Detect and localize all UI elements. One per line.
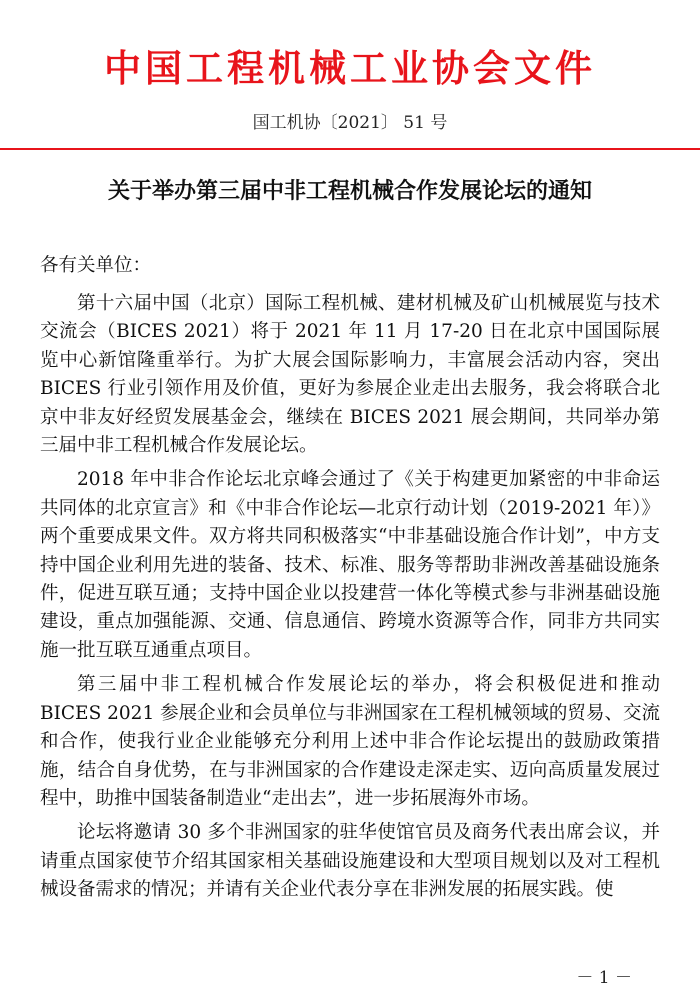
red-divider-line (0, 148, 700, 150)
notice-title: 关于举办第三届中非工程机械合作发展论坛的通知 (107, 179, 592, 204)
body-text (40, 290, 660, 911)
document-masthead: 中国工程机械工业协会文件 (104, 47, 596, 90)
salutation: 各有关单位： (40, 255, 152, 276)
paragraph: 第十六届中国（北京）国际工程机械、建材机械及矿山机械展览与技术交流会（BICES 2021）将于 2021 年 11 月 17-20 日在北京中国国际展览中心新馆隆重举行。为扩大展会国际影响力，丰富展会活动内容，突出 BICES 行业引领作用及价值，更好为参展企业走出去服务，我会将联合北京中非友好经贸发展基金会，继续在 BICES 2021 展会期间，共同举办第三届中非工程机械合作发展论坛。 (40, 293, 660, 457)
page-number: － 1 － (576, 968, 632, 988)
document-number: 国工机协〔2021〕 51 号 (252, 113, 448, 133)
paragraph: 2018 年中非合作论坛北京峰会通过了《关于构建更加紧密的中非命运共同体的北京宣言》和《中非合作论坛—北京行动计划（2019-2021 年）》两个重要成果文件。双方将共同积极落实“中非基础设施合作计划”，中方支持中国企业利用先进的装备、技术、标准、服务等帮助非洲改善基础设施条件，促进互联互通；支持中国企业以投建营一体化等模式参与非洲基础设施建设，重点加强能源、交通、信息通信、跨境水资源等合作，同非方共同实施一批互联互通重点项目。 (40, 469, 660, 661)
paragraph: 第三届中非工程机械合作发展论坛的举办，将会积极促进和推动 BICES 2021 参展企业和会员单位与非洲国家在工程机械领域的贸易、交流和合作，使我行业企业能够充分利用上述中非合作论坛提出的鼓励政策措施，结合自身优势，在与非洲国家的合作建设走深走实、迈向高质量发展过程中，助推中国装备制造业“走出去”，进一步拓展海外市场。 (40, 674, 660, 809)
paragraph: 论坛将邀请 30 多个非洲国家的驻华使馆官员及商务代表出席会议，并请重点国家使节介绍其国家相关基础设施建设和大型项目规划以及对工程机械设备需求的情况；并请有关企业代表分享在非洲发展的拓展实践。使 (40, 822, 660, 901)
